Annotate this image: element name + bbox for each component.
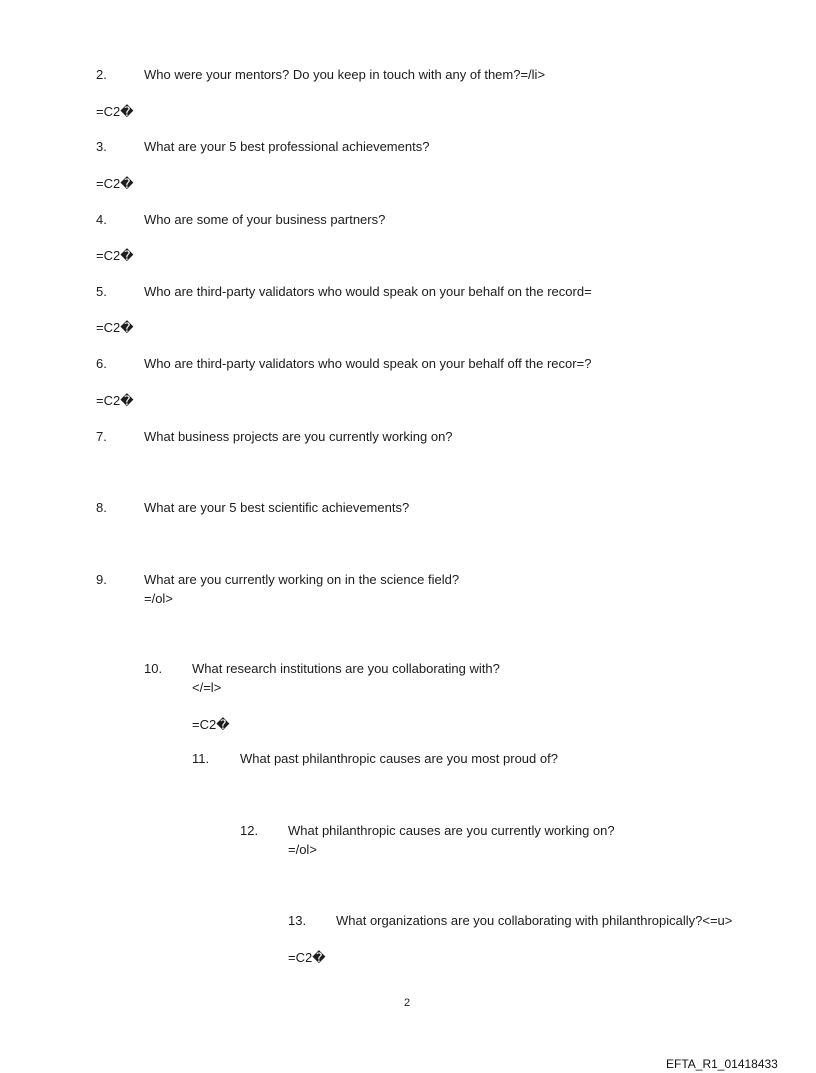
item-3-number: 3. (96, 139, 107, 154)
item-4-number: 4. (96, 212, 107, 227)
encoding-artifact: =C2� (192, 717, 230, 732)
item-7-text: What business projects are you currently working on? (144, 429, 453, 444)
item-11-number: 11. (192, 751, 210, 766)
item-6-number: 6. (96, 356, 107, 371)
item-10-markup-trailer: </=l> (192, 680, 222, 695)
encoding-artifact: =C2� (96, 320, 134, 335)
item-12-number: 12. (240, 823, 259, 838)
item-4-text: Who are some of your business partners? (144, 212, 386, 227)
encoding-artifact: =C2� (96, 104, 134, 119)
item-8-text: What are your 5 best scientific achievements? (144, 500, 410, 515)
item-8-number: 8. (96, 500, 107, 515)
encoding-artifact: =C2� (96, 393, 134, 408)
item-13-text: What organizations are you collaborating with philanthropically?<=u> (336, 913, 733, 928)
item-2-number: 2. (96, 67, 107, 82)
item-2-text: Who were your mentors? Do you keep in touch with any of them?=/li> (144, 67, 546, 82)
item-6-text: Who are third-party validators who would speak on your behalf off the recor=? (144, 356, 592, 371)
item-11-text: What past philanthropic causes are you most proud of? (240, 751, 558, 766)
encoding-artifact: =C2� (96, 176, 134, 191)
item-12-text: What philanthropic causes are you currently working on? (288, 823, 615, 838)
document-id: EFTA_R1_01418433 (666, 1057, 778, 1071)
item-13-number: 13. (288, 913, 307, 928)
item-7-number: 7. (96, 429, 107, 444)
page-number: 2 (404, 997, 411, 1009)
item-10-number: 10. (144, 661, 163, 676)
item-12-markup-trailer: =/ol> (288, 842, 317, 857)
item-5-number: 5. (96, 284, 107, 299)
item-9-markup-trailer: =/ol> (144, 591, 173, 606)
encoding-artifact: =C2� (96, 248, 134, 263)
item-9-number: 9. (96, 572, 107, 587)
item-3-text: What are your 5 best professional achievements? (144, 139, 430, 154)
item-9-text: What are you currently working on in the science field? (144, 572, 460, 587)
item-10-text: What research institutions are you collaborating with? (192, 661, 500, 676)
item-5-text: Who are third-party validators who would speak on your behalf on the record= (144, 284, 592, 299)
encoding-artifact: =C2� (288, 950, 326, 965)
